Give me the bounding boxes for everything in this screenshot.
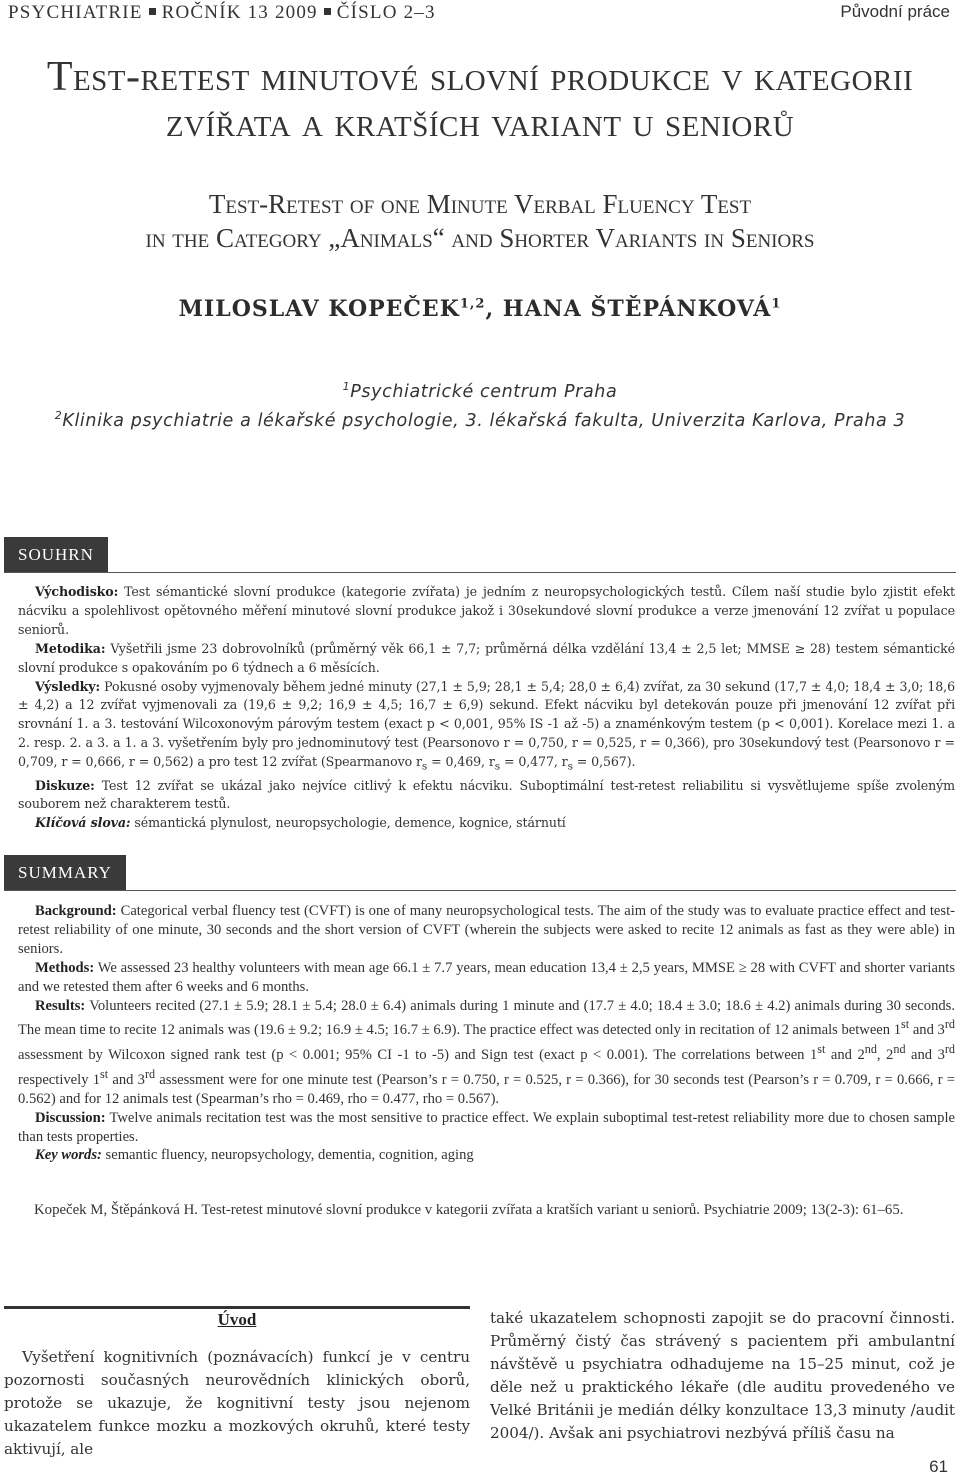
square-separator-icon [324, 8, 331, 15]
vysledky-text: = 0,469, r [427, 754, 495, 770]
methods-label: Methods: [35, 959, 95, 976]
superscript: nd [864, 1042, 877, 1057]
results-text: and 3 [909, 1022, 945, 1039]
metodika-text: Vyšetřili jsme 23 dobrovolníků (průměrný věk 66,1 ± 7,7; průměrná délka vzdělání 13,4 ± 2,5 let; MMSE ≥ 28) testem sémantické slovní produkce s opakováním po 6 týdnech a 6 měsících. [18, 640, 955, 675]
page-number: 61 [929, 1457, 948, 1476]
affiliation-2-text: Klinika psychiatrie a lékařské psychologie, 3. lékařská fakulta, Univerzita Karlova, Praha 3 [62, 410, 906, 431]
results-text: , 2 [876, 1047, 894, 1064]
author-separator: , [485, 296, 503, 322]
results-label: Results: [35, 997, 86, 1014]
diskuze-text: Test 12 zvířat se ukázal jako nejvíce citlivý k efektu nácviku. Suboptimální test-retest reliabilitu si vysvětlujeme spíše zvoleným souborem než charakterem testů. [18, 777, 955, 812]
results-text: Volunteers recited (27.1 ± 5.9; 28.1 ± 5.4; 28.0 ± 6.4) animals during 1 minute and (17.7 ± 4.0; 18.4 ± 3.0; 18.6 ± 4.2) animals during 30 seconds. The mean time to recite 12 animals was (19.6 ± 9.2; 16.9 ± 4.5; 16.7 ± 6.9). The practice effect was detected only in recitation of 12 animals between 1 [18, 997, 955, 1039]
souhrn-label: SOUHRN [4, 537, 108, 573]
vysledky-text: = 0,567). [572, 754, 636, 770]
title-en-line1: Test-Retest of one Minute Verbal Fluency Test [208, 189, 752, 219]
intro-top-rule [4, 1306, 470, 1309]
vychodisko-text: Test sémantické slovní produkce (kategorie zvířata) je jedním z neuropsychologických testů. Cílem naší studie bylo zjistit efekt nácviku a spolehlivost opětovného měření minutové slovní produkce jakož i 30sekundové slovní produkce a verze jmenování 12 zvířat u populace seniorů. [18, 584, 955, 637]
authors [0, 296, 960, 322]
subscript: s [567, 760, 573, 773]
author-1-affil: 1,2 [459, 296, 486, 312]
results-text: assessment by Wilcoxon signed rank test (p < 0.001; 95% CI -1 to -5) and Sign test (exact p < 0.001). The correlations between 1 [18, 1047, 818, 1064]
vysledky-text: = 0,477, r [500, 754, 568, 770]
affiliation-1-text: Psychiatrické centrum Praha [350, 381, 618, 402]
vysledky-text: Pokusné osoby vyjmenovaly během jedné minuty (27,1 ± 5,9; 28,1 ± 5,4; 28,0 ± 6,4) zvířat, za 30 sekund (17,7 ± 4,0; 18,4 ± 3,0; 18,6 ± 4,2) a 12 zvířat vyjmenovali za (19,6 ± 9,2; 16,9 ± 4,5; 16,7 ± 6,9) sekund. Efekt nácviku byl detekován pouze při jmenování 12 zvířat při srovnání 1. a 3. testování Wilcoxonovým párovým testem (exact p < 0,001, 95% IS -1 až -5) a znaménkovým testem (p < 0,001). Korelace mezi 1. a 2. resp. 2. a 3. a 1. a 3. vyšetřením byly pro jednominutový test (Pearsonovo r = 0,750, r = 0,525, r = 0,366), pro 30sekundový test (Pearsonovo r = 0,709, r = 0,666, r = 0,562) a pro test 12 zvířat (Spearmanovo r [18, 678, 955, 770]
results-text: and 2 [825, 1047, 865, 1064]
subscript: s [421, 760, 428, 773]
author-2-affil: 1 [771, 296, 782, 312]
methods-text: We assessed 23 healthy volunteers with mean age 66.1 ± 7.7 years, mean education 13,4 ± 2,5 years, MMSE ≥ 28 with CVFT and shorter variants and we retested them after 6 weeks and 6 months. [18, 959, 955, 995]
superscript: st [817, 1042, 826, 1057]
discussion-label: Discussion: [35, 1109, 106, 1126]
superscript: st [901, 1017, 910, 1032]
diskuze-label: Diskuze: [35, 777, 95, 793]
background-text: Categorical verbal fluency test (CVFT) is one of many neuropsychological tests. The aim of the study was to evaluate practice effect and test-retest reliability of one minute, 30 seconds and the short version of CVFT (wherein the subjects were asked to recite 12 animals as fast as they were able) in seniors. [18, 903, 955, 957]
background-label: Background: [35, 903, 117, 919]
title-cz-line1: Test-retest minutové slovní produkce v kategorii [46, 54, 914, 100]
author-2: HANA ŠTĚPÁNKOVÁ [502, 296, 772, 322]
journal-volume: ROČNÍK 13 [161, 2, 269, 23]
metodika-label: Metodika: [35, 640, 106, 656]
superscript: rd [944, 1042, 956, 1057]
article-type: Původní práce [840, 2, 950, 21]
discussion-text: Twelve animals recitation test was the most sensitive to practice effect. We explain suboptimal test-retest reliability more due to chosen sample than tests properties. [18, 1109, 955, 1145]
klicova-slova-label: Klíčová slova: [35, 815, 131, 831]
vychodisko-label: Východisko: [35, 584, 119, 599]
souhrn-divider [4, 572, 956, 573]
results-text: and 3 [108, 1071, 145, 1088]
results-text: respectively 1 [18, 1071, 101, 1088]
intro-right-text: také ukazatelem schopnosti zapojit se do pracovní činnosti. Průměrný čistý čas strávený s pacientem při ambulantní návštěvě u psychiatra odhadujeme na 15–25 minut, což je děle než u praktického lékaře (dle auditu provedeného ve Velké Británii je medián délky konzultace 13,3 minuty /audit 2004/). Avšak ani psychiatrovi nezbývá příliš času na [490, 1309, 955, 1442]
results-text: and 3 [905, 1047, 945, 1064]
affiliation-1-number: 1 [342, 380, 351, 393]
summary-abstract [18, 902, 955, 1165]
intro-right-column [490, 1307, 955, 1445]
intro-heading: Úvod [217, 1310, 257, 1329]
summary-divider [4, 890, 956, 891]
superscript: st [100, 1066, 109, 1081]
journal-year: 2009 [274, 2, 318, 23]
title-en-line2: in the Category „Animals“ and Shorter Variants in Seniors [145, 223, 815, 253]
affiliation-2-number: 2 [54, 409, 63, 422]
klicova-slova-text: sémantická plynulost, neuropsychologie, demence, kognice, stárnutí [130, 815, 566, 831]
citation: Kopeček M, Štěpánková H. Test-retest minutové slovní produkce v kategorii zvířata a kratších variant u seniorů. Psychiatrie 2009; 13(2-3): 61–65. [34, 1202, 904, 1218]
square-separator-icon [149, 8, 156, 15]
vysledky-label: Výsledky: [35, 678, 101, 694]
journal-issue: ČÍSLO 2–3 [336, 2, 436, 23]
superscript: rd [944, 1017, 955, 1032]
title-cz-line2: zvířata a kratších variant u seniorů [165, 100, 795, 146]
subscript: s [494, 760, 501, 773]
affiliation-1 [0, 380, 960, 402]
superscript: rd [144, 1066, 156, 1081]
keywords-text: semantic fluency, neuropsychology, dementia, cognition, aging [101, 1147, 474, 1164]
author-1: MILOSLAV KOPEČEK [178, 296, 460, 322]
journal-name: PSYCHIATRIE [8, 2, 143, 23]
intro-left-column [4, 1346, 470, 1461]
superscript: nd [893, 1042, 906, 1057]
summary-label: SUMMARY [4, 855, 126, 891]
affiliation-2 [0, 409, 960, 431]
journal-header [8, 2, 436, 24]
keywords-label: Key words: [35, 1147, 102, 1164]
results-text: assessment were for one minute test (Pearson’s r = 0.750, r = 0.525, r = 0.366), for 30 seconds test (Pearson’s r = 0.709, r = 0.666, r = 0.562) and for 12 animals test (Spearman’s rho = 0.469, rho = 0.477, rho = 0.567). [18, 1071, 955, 1107]
intro-left-text: Vyšetření kognitivních (poznávacích) funkcí je v centru pozornosti současných neurovědních klinických oborů, protože se ukazuje, že kognitivní testy jsou nejenom ukazatelem funkce mozku a mozkových okruhů, které testy aktivují, ale [4, 1348, 470, 1458]
souhrn-abstract [18, 583, 955, 833]
